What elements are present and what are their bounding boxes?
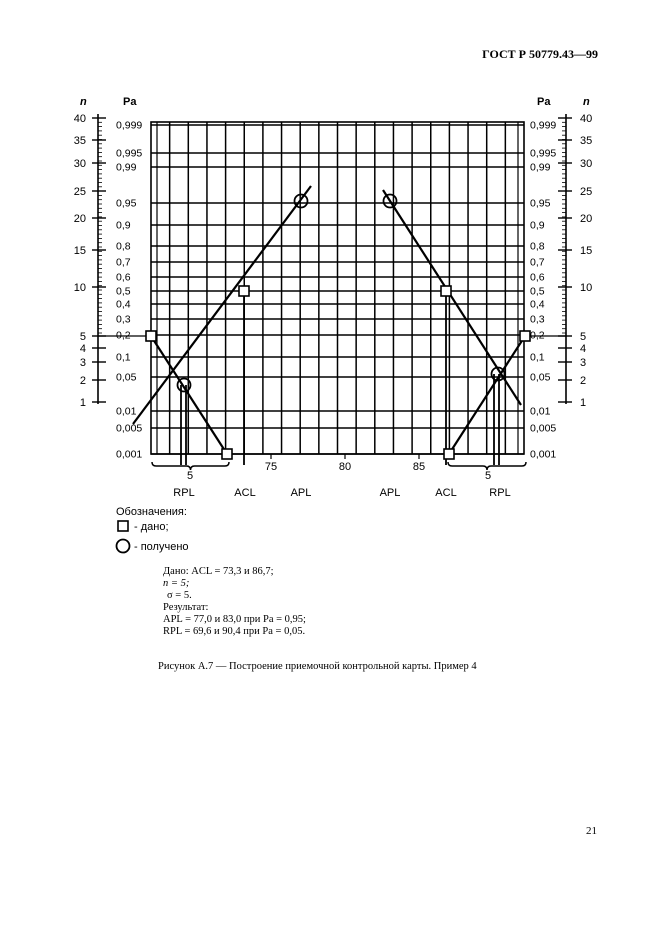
legend-item-obtained: - получено [134, 541, 189, 553]
n-left-tick-label: 15 [73, 245, 86, 257]
sigma-brace-right [448, 462, 526, 470]
given-marker-square [239, 286, 249, 296]
pa-right-tick-label: 0,001 [530, 448, 557, 461]
given-marker-square [444, 449, 454, 459]
given-marker-square [222, 449, 232, 459]
n-left-tick-label: 35 [73, 135, 86, 147]
pa-left-tick-label: 0,6 [116, 271, 131, 284]
chart-grid [151, 122, 524, 454]
pa-left-tick-label: 0,95 [116, 197, 137, 210]
page-number: 21 [586, 825, 597, 837]
pa-left-tick-label: 0,4 [116, 298, 131, 311]
sigma-brace-left [152, 462, 229, 470]
pa-right-tick-label: 0,005 [530, 422, 557, 435]
pa-left-tick-label: 0,8 [116, 240, 131, 253]
oc-line-left-rising [133, 186, 311, 424]
pa-left-tick-label: 0,99 [116, 161, 137, 174]
n-left-tick-label: 20 [73, 213, 86, 225]
n-left-tick-label: 10 [73, 282, 86, 294]
result-heading: Результат: [163, 602, 209, 613]
chart-legend [116, 506, 189, 553]
result-apl: APL = 77,0 и 83,0 при Pa = 0,95; [163, 614, 306, 625]
pa-axis-left-title: Pa [123, 96, 137, 108]
pa-right-tick-label: 0,5 [530, 285, 545, 298]
given-marker-square [520, 331, 530, 341]
n-right-tick-label: 1 [580, 397, 587, 409]
n-left-tick-label: 1 [79, 397, 86, 409]
n-axis-left-title: n [80, 96, 87, 108]
legend-circle-icon [117, 540, 130, 553]
sigma-label-right: 5 [484, 470, 492, 482]
pa-left-tick-label: 0,01 [116, 405, 137, 418]
pa-right-tick-label: 0,4 [530, 298, 545, 311]
point-label-acl: ACL [234, 487, 256, 499]
n-left-tick-label: 2 [79, 375, 86, 387]
legend-title: Обозначения: [116, 506, 187, 518]
pa-left-tick-label: 0,005 [116, 422, 143, 435]
pa-right-tick-label: 0,6 [530, 271, 545, 284]
sigma-label-left: 5 [186, 470, 194, 482]
pa-left-tick-label: 0,001 [116, 448, 143, 461]
n-right-tick-label: 2 [580, 375, 587, 387]
n-left-tick-label: 40 [73, 113, 86, 125]
pa-right-tick-label: 0,7 [530, 256, 545, 269]
pa-left-tick-label: 0,2 [116, 329, 131, 342]
pa-left-tick-label: 0,7 [116, 256, 131, 269]
n-right-tick-label: 15 [580, 245, 593, 257]
pa-left-tick-label: 0,5 [116, 285, 131, 298]
n-right-tick-label: 3 [580, 357, 587, 369]
pa-left-tick-label: 0,995 [116, 147, 143, 160]
given-marker-square [441, 286, 451, 296]
n-right-tick-label: 20 [580, 213, 593, 225]
point-label-rpl: RPL [489, 487, 511, 499]
n-right-tick-label: 40 [580, 113, 593, 125]
n-right-tick-label: 25 [580, 186, 593, 198]
legend-item-given: - дано; [134, 521, 169, 533]
n-right-tick-label: 10 [580, 282, 593, 294]
pa-right-tick-label: 0,3 [530, 313, 545, 326]
point-label-acl: ACL [435, 487, 457, 499]
chart-lines [133, 186, 525, 465]
point-label-apl: APL [379, 487, 401, 499]
given-n: n = 5; [163, 578, 190, 589]
pa-right-tick-label: 0,2 [530, 329, 545, 342]
pa-right-tick-label: 0,95 [530, 197, 551, 210]
pa-right-tick-label: 0,1 [530, 351, 545, 364]
pa-right-tick-label: 0,999 [530, 119, 557, 132]
point-label-rpl: RPL [173, 487, 195, 499]
n-left-tick-label: 4 [79, 343, 86, 355]
given-acl: Дано: ACL = 73,3 и 86,7; [163, 566, 274, 577]
n-left-tick-label: 3 [79, 357, 86, 369]
x-tick-label: 75 [264, 461, 278, 473]
pa-right-tick-label: 0,8 [530, 240, 545, 253]
pa-left-tick-label: 0,9 [116, 219, 131, 232]
point-label-apl: APL [290, 487, 312, 499]
standard-header: ГОСТ Р 50779.43—99 [482, 47, 598, 61]
pa-right-tick-label: 0,01 [530, 405, 551, 418]
given-sigma: σ = 5. [167, 590, 192, 601]
pa-right-tick-label: 0,05 [530, 371, 551, 384]
pa-left-tick-label: 0,999 [116, 119, 143, 132]
x-tick-label: 80 [338, 461, 352, 473]
pa-right-tick-label: 0,995 [530, 147, 557, 160]
n-axis-right-title: n [583, 96, 590, 108]
n-right-tick-label: 30 [580, 158, 593, 170]
pa-right-tick-label: 0,99 [530, 161, 551, 174]
result-rpl: RPL = 69,6 и 90,4 при Pa = 0,05. [163, 626, 306, 637]
pa-right-tick-label: 0,9 [530, 219, 545, 232]
pa-left-tick-label: 0,1 [116, 351, 131, 364]
figure-caption: Рисунок А.7 — Построение приемочной контрольной карты. Пример 4 [158, 661, 477, 672]
x-tick-label: 85 [412, 461, 426, 473]
n-right-tick-label: 4 [580, 343, 587, 355]
legend-square-icon [118, 521, 128, 531]
pa-left-tick-label: 0,05 [116, 371, 137, 384]
n-left-tick-label: 25 [73, 186, 86, 198]
given-marker-square [146, 331, 156, 341]
n-left-tick-label: 5 [79, 331, 86, 343]
n-left-tick-label: 30 [73, 158, 86, 170]
n-right-tick-label: 5 [580, 331, 587, 343]
pa-left-tick-label: 0,3 [116, 313, 131, 326]
pa-axis-right-title: Pa [537, 96, 551, 108]
n-right-tick-label: 35 [580, 135, 593, 147]
